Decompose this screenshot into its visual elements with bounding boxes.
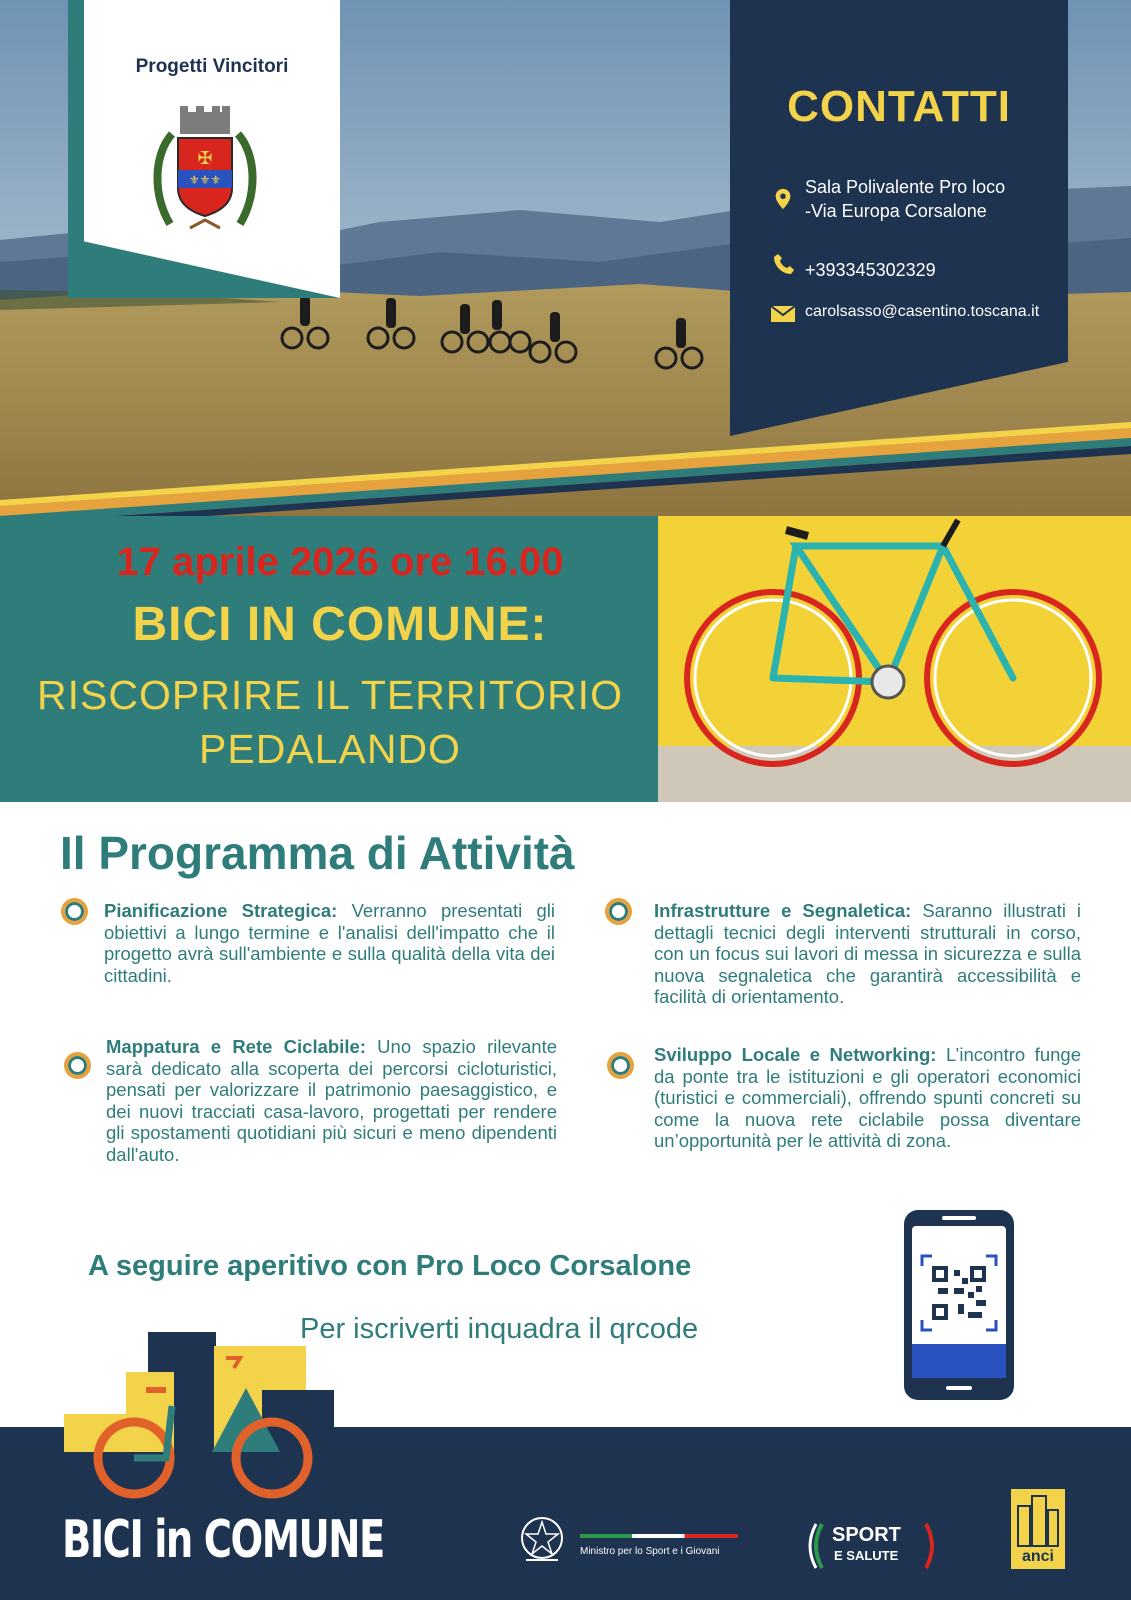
address-line-1: Sala Polivalente Pro loco (805, 177, 1006, 197)
svg-text:✠: ✠ (197, 148, 213, 169)
bullet-icon (64, 1052, 91, 1079)
salute-label: E SALUTE (834, 1548, 899, 1563)
program-heading: Il Programma di Attività (60, 827, 575, 879)
aperitivo-note: A seguire aperitivo con Pro Loco Corsalone (88, 1250, 692, 1282)
program-item-1-text: Verranno presentati gli obiettivi a lungo termine e l'analisi dell'impatto che il progetto avrà sull'ambiente e sulla qualità della vita dei cittadini. (104, 900, 555, 986)
event-title: BICI IN COMUNE: (132, 598, 548, 651)
bici-in-comune-logo-text: BICI in COMUNE (62, 1510, 384, 1570)
program-item-3-text: Uno spazio rilevante sarà dedicato alla scoperta dei percorsi cicloturistici, pensati per valorizzare il patrimonio paesaggistico, e dei nuovi tracciati casa-lavoro, progettati per rendere gli spostamenti quotidiani più sicuri e meno dipendenti dall'auto. (106, 1036, 558, 1165)
ministry-label: Ministro per lo Sport e i Giovani (580, 1546, 720, 1557)
anci-logo (1010, 1488, 1066, 1570)
program-item-4-label: Sviluppo Locale e Networking: (654, 1044, 937, 1065)
italian-flag-stripe (580, 1534, 738, 1538)
phone-number[interactable]: +393345302329 (805, 260, 936, 280)
program-item-4-text: L’incontro funge da ponte tra le istituzioni e gli operatori economici (turistici e commerciali), offrendo spunti concreti su come la nuova rete ciclabile possa diventare un’opportunità per le attività di zona. (654, 1044, 1081, 1151)
bici-in-comune-logo-art (62, 1328, 352, 1508)
signup-instruction: Per iscriverti inquadra il qrcode (300, 1313, 699, 1345)
event-date: 17 aprile 2026 ore 16.00 (116, 540, 564, 584)
municipal-crest-icon (150, 104, 260, 244)
italian-republic-emblem-icon (518, 1512, 566, 1568)
program-item-2-label: Infrastrutture e Segnaletica: (654, 900, 912, 921)
program-item-2 (654, 900, 1081, 1008)
email-address[interactable]: carolsasso@casentino.toscana.it (805, 303, 1040, 320)
event-subtitle (10, 668, 650, 776)
bullet-icon (61, 898, 88, 925)
bicycle-image (658, 516, 1131, 802)
program-item-3-label: Mappatura e Rete Ciclabile: (106, 1036, 366, 1057)
program-item-1 (104, 900, 555, 986)
event-subtitle-line-1: RISCOPRIRE IL TERRITORIO (37, 672, 623, 718)
phone-icon (772, 252, 796, 276)
program-item-2-text: Saranno illustrati i dettagli tecnici degli interventi strutturali in corso, con un focus sui lavori di messa in sicurezza e sulla nuova segnaletica che garantirà accessibilità e facilità di orientamento. (654, 900, 1082, 1007)
address-line-2: -Via Europa Corsalone (805, 201, 987, 221)
sport-label: SPORT (832, 1524, 901, 1546)
bullet-icon (607, 1052, 634, 1079)
program-item-1-label: Pianificazione Strategica: (104, 900, 338, 921)
bullet-icon (605, 898, 632, 925)
decorative-stripes (0, 420, 1131, 530)
sport-e-salute-logo (808, 1518, 940, 1574)
event-subtitle-line-2: PEDALANDO (199, 726, 461, 772)
contact-title: CONTATTI (787, 82, 1011, 131)
program-item-3 (106, 1036, 557, 1165)
program-item-4 (654, 1044, 1081, 1152)
anci-label: anci (1021, 1548, 1054, 1565)
qr-code-icon[interactable] (902, 1208, 1016, 1402)
badge-title: Progetti Vincitori (135, 56, 289, 77)
map-pin-icon (772, 188, 794, 210)
svg-text:⚜⚜⚜: ⚜⚜⚜ (188, 173, 222, 187)
mail-icon (770, 304, 796, 324)
